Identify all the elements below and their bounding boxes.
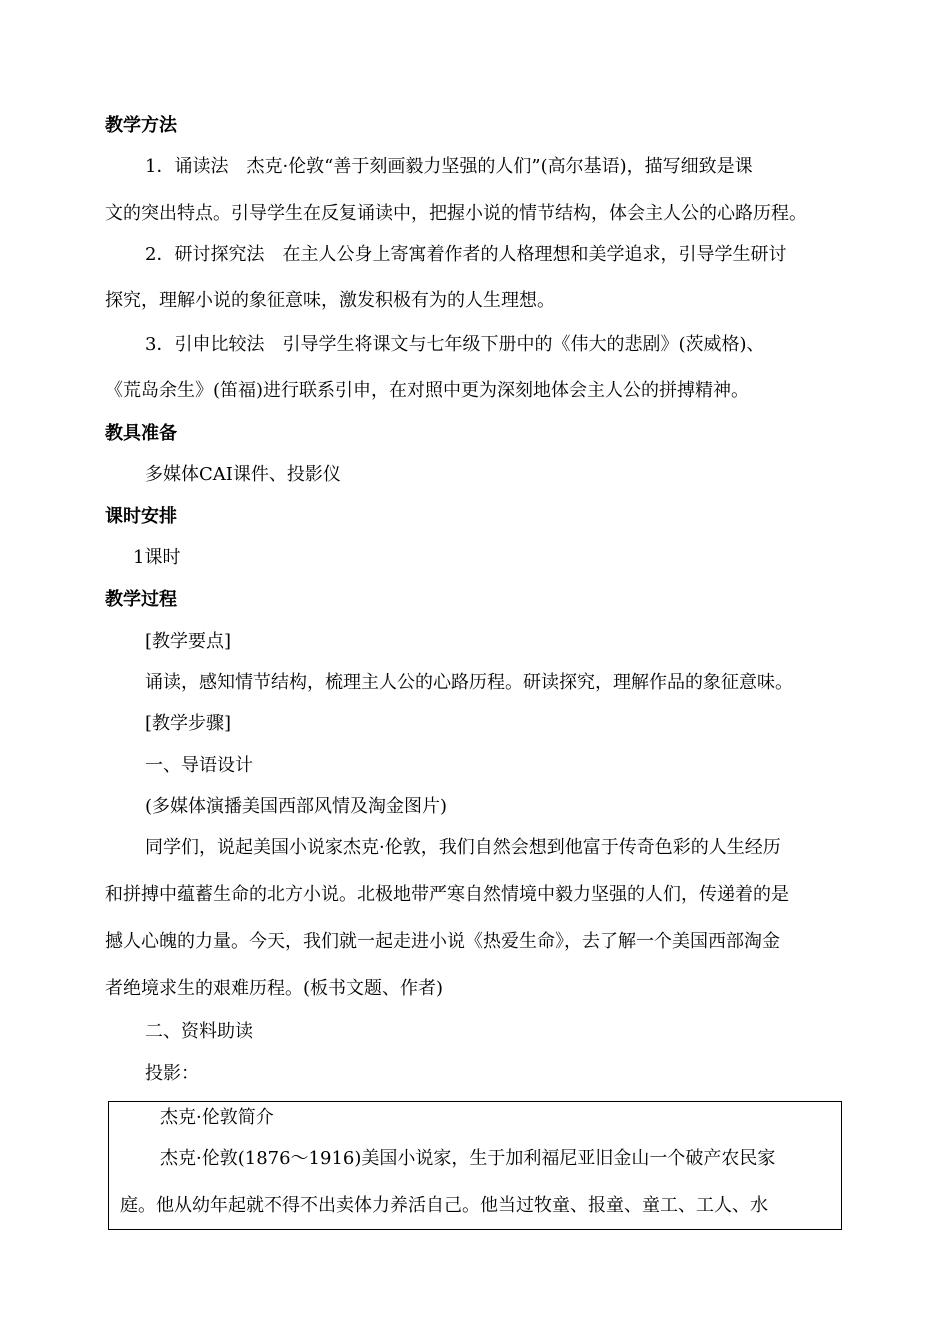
- method-1-line-1: 1．诵读法 杰克·伦敦“善于刻画毅力坚强的人们”(高尔基语)，描写细致是课: [145, 156, 753, 177]
- heading-teaching-methods: 教学方法: [105, 115, 177, 136]
- step-2-title: 二、资料助读: [145, 1021, 253, 1042]
- step-1-title: 一、导语设计: [145, 755, 253, 776]
- intro-line-4: 者绝境求生的艰难历程。(板书文题、作者): [105, 978, 444, 999]
- box-line-1: 杰克·伦敦(1876～1916)美国小说家，生于加利福尼亚旧金山一个破产农民家: [160, 1148, 776, 1169]
- box-line-2: 庭。他从幼年起就不得不出卖体力养活自己。他当过牧童、报童、童工、工人、水: [120, 1195, 768, 1216]
- heading-teaching-process: 教学过程: [105, 589, 177, 610]
- key-points-label: [教学要点]: [145, 631, 232, 652]
- projection-label: 投影：: [145, 1063, 199, 1084]
- intro-line-1: 同学们，说起美国小说家杰克·伦敦，我们自然会想到他富于传奇色彩的人生经历: [145, 837, 781, 858]
- method-3-line-1: 3．引申比较法 引导学生将课文与七年级下册中的《伟大的悲剧》(茨威格)、: [145, 334, 765, 355]
- box-title: 杰克·伦敦简介: [160, 1107, 274, 1128]
- intro-line-2: 和拼搏中蕴蓄生命的北方小说。北极地带严寒自然情境中毅力坚强的人们，传递着的是: [105, 884, 789, 905]
- heading-teaching-tools: 教具准备: [105, 423, 177, 444]
- schedule-text: 1课时: [133, 547, 181, 568]
- key-points-text: 诵读，感知情节结构，梳理主人公的心路历程。研读探究，理解作品的象征意味。: [145, 672, 793, 693]
- method-3-line-2: 《荒岛余生》(笛福)进行联系引申，在对照中更为深刻地体会主人公的拼搏精神。: [105, 380, 750, 401]
- method-2-line-2: 探究，理解小说的象征意味，激发积极有为的人生理想。: [105, 290, 555, 311]
- heading-schedule: 课时安排: [105, 506, 177, 527]
- tools-text: 多媒体CAI课件、投影仪: [145, 464, 341, 485]
- steps-label: [教学步骤]: [145, 713, 232, 734]
- step-1-note: (多媒体演播美国西部风情及淘金图片): [145, 796, 448, 817]
- method-2-line-1: 2．研讨探究法 在主人公身上寄寓着作者的人格理想和美学追求，引导学生研讨: [145, 244, 787, 265]
- intro-line-3: 撼人心魄的力量。今天，我们就一起走进小说《热爱生命》，去了解一个美国西部淘金: [105, 931, 780, 952]
- method-1-line-2: 文的突出特点。引导学生在反复诵读中，把握小说的情节结构，体会主人公的心路历程。: [105, 203, 807, 224]
